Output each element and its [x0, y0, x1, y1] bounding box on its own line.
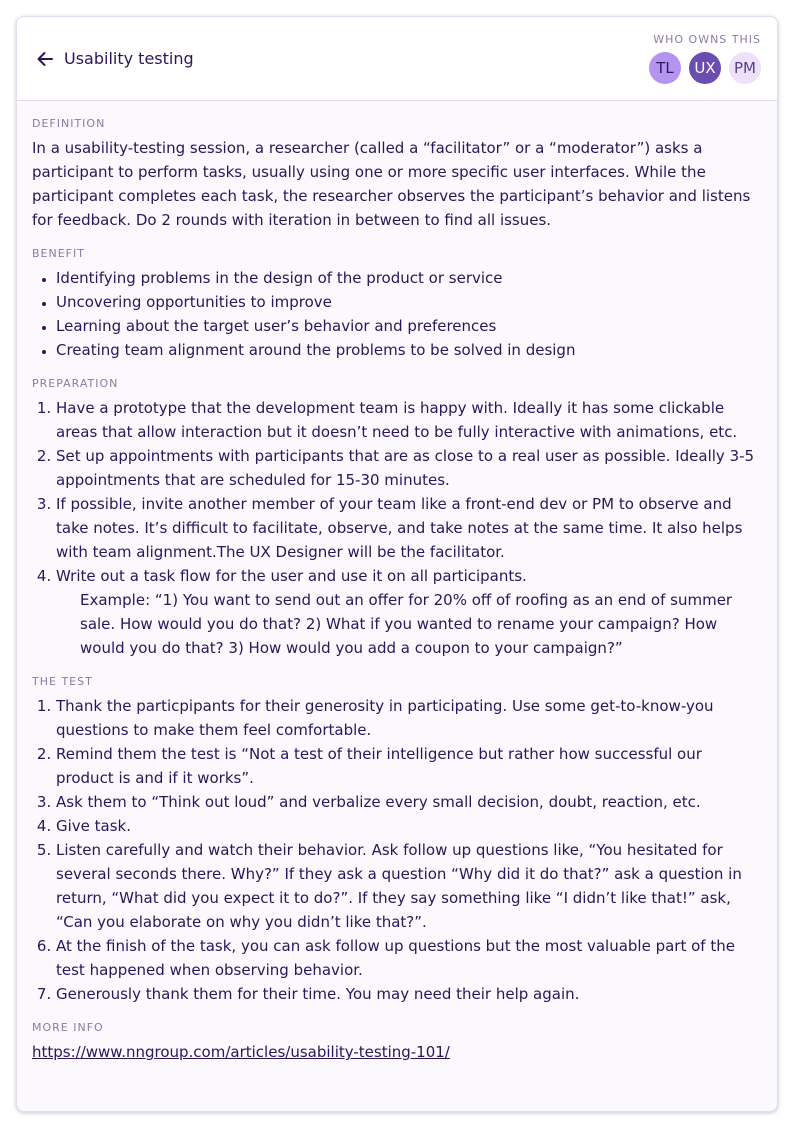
list-item: 1. Thank the particpipants for their generosity in participating. Use some get-to-know-you questions to make them feel comfortable.	[56, 694, 761, 742]
owners-label: WHO OWNS THIS	[653, 33, 761, 46]
preparation-section	[32, 376, 761, 660]
list-item: 1. Have a prototype that the development team is happy with. Ideally it has some clickable areas that allow interaction but it doesn’t need to be fully interactive with animations, etc.	[56, 396, 761, 444]
more-info-link[interactable]: https://www.nngroup.com/articles/usability-testing-101/	[32, 1043, 450, 1061]
list-item: 3. Ask them to “Think out loud” and verbalize every small decision, doubt, reaction, etc.	[56, 790, 761, 814]
test-section	[32, 674, 761, 1006]
definition-section	[32, 116, 761, 232]
test-label: THE TEST	[32, 675, 93, 688]
definition-label: DEFINITION	[32, 117, 106, 130]
definition-text: In a usability-testing session, a researcher (called a “facilitator” or a “moderator”) asks a participant to perform tasks, usually using one or more specific user interfaces. While the participant completes each task, the researcher observes the participant’s behavior and listens for feedback. Do 2 rounds with iteration in between to find all issues.	[32, 139, 751, 229]
avatar-pm[interactable]: PM	[729, 52, 761, 84]
list-item: 4. Give task.	[56, 814, 761, 838]
list-item: • Creating team alignment around the problems to be solved in design	[56, 338, 761, 362]
avatar-tl[interactable]: TL	[649, 52, 681, 84]
benefit-section	[32, 246, 761, 362]
page-body	[17, 101, 777, 1064]
list-item-text: Write out a task flow for the user and use it on all participants.	[56, 567, 527, 585]
list-item: 3. If possible, invite another member of your team like a front-end dev or PM to observe and take notes. It’s difficult to facilitate, observe, and take notes at the same time. It also helps with team alignment.The UX Designer will be the facilitator.	[56, 492, 761, 564]
content-card	[16, 16, 778, 1112]
page-header	[17, 17, 777, 101]
list-item: • Uncovering opportunities to improve	[56, 290, 761, 314]
more-info-label: MORE INFO	[32, 1021, 104, 1034]
list-item: • Identifying problems in the design of the product or service	[56, 266, 761, 290]
test-list	[32, 694, 761, 1006]
list-item: 7. Generously thank them for their time. You may need their help again.	[56, 982, 761, 1006]
list-item: 6. At the finish of the task, you can ask follow up questions but the most valuable part of the test happened when observing behavior.	[56, 934, 761, 982]
owner-avatars	[649, 52, 761, 84]
preparation-label: PREPARATION	[32, 377, 119, 390]
avatar-ux[interactable]: UX	[689, 52, 721, 84]
list-item: 2. Remind them the test is “Not a test of their intelligence but rather how successful our product is and if it works”.	[56, 742, 761, 790]
benefit-list	[32, 266, 761, 362]
list-item: • Learning about the target user’s behavior and preferences	[56, 314, 761, 338]
preparation-list	[32, 396, 761, 660]
list-item: 2. Set up appointments with participants that are as close to a real user as possible. Ideally 3-5 appointments that are scheduled for 15-30 minutes.	[56, 444, 761, 492]
list-item: 5. Listen carefully and watch their behavior. Ask follow up questions like, “You hesitated for several seconds there. Why?” If they ask a question “Why did it do that?” ask a question in return, “What did you expect it to do?”. If they say something like “I didn’t like that!” ask, “Can you elaborate on why you didn’t like that?”.	[56, 838, 761, 934]
page-title: Usability testing	[64, 49, 194, 68]
benefit-label: BENEFIT	[32, 247, 85, 260]
list-item	[56, 564, 761, 660]
back-arrow-icon[interactable]	[35, 49, 55, 69]
example-text: Example: “1) You want to send out an offer for 20% off of roofing as an end of summer sale. How would you do that? 2) What if you wanted to rename your campaign? How would you do that? 3) How would you add a coupon to your campaign?”	[80, 591, 733, 657]
more-info-section	[32, 1020, 761, 1064]
